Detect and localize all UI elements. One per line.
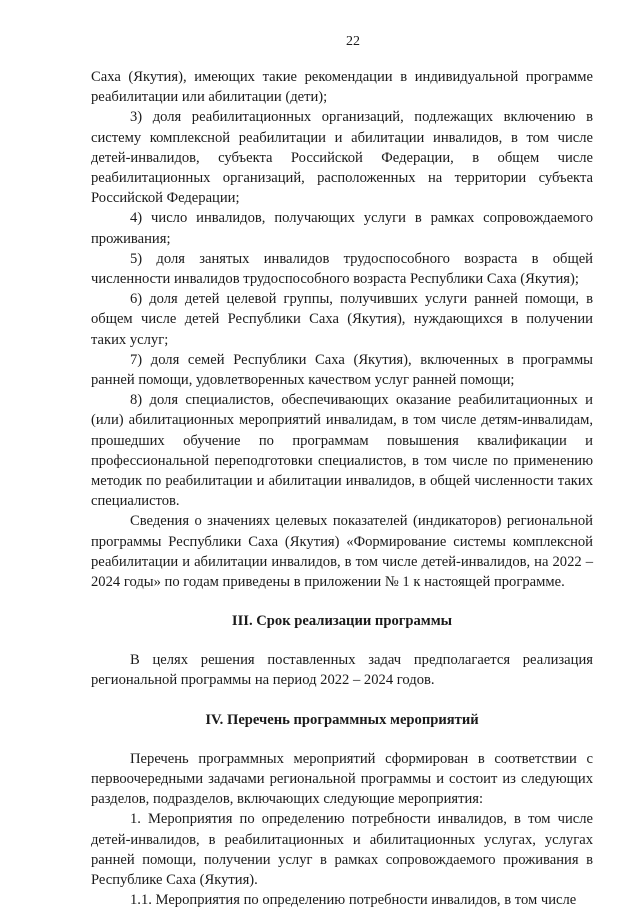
indicator-item-5: 5) доля занятых инвалидов трудоспособного возраста в общей численности инвалидов трудоспособного возраста Республики Саха (Якутия); xyxy=(91,250,593,288)
page-number: 22 xyxy=(346,34,360,49)
term-paragraph: В целях решения поставленных задач предполагается реализация региональной программы на период 2022 – 2024 годов. xyxy=(91,652,593,689)
indicator-item-8: 8) доля специалистов, обеспечивающих оказание реабилитационных и (или) абилитационных мероприятий инвалидам, в том числе детям-инвалидам, прошедших обучение по программам повышения квалификации и профессиональной переподготовки специалистов, в том числе по применению методик по реабилитации и абилитации инвалидов, в общей численности таких специалистов. xyxy=(91,392,593,510)
indicator-item-4: 4) число инвалидов, получающих услуги в рамках сопровождаемого проживания; xyxy=(91,210,593,247)
indicator-item-6: 6) доля детей целевой группы, получивших услуги ранней помощи, в общем числе детей Республики Саха (Якутия), нуждающихся в получении таких услуг; xyxy=(91,291,593,348)
activities-intro-paragraph: Перечень программных мероприятий сформирован в соответствии с первоочередными задачами региональной программы и состоит из следующих разделов, подразделов, включающих следующие мероприятия: xyxy=(91,750,593,808)
activity-item-1-1: 1.1. Мероприятия по определению потребности инвалидов, в том числе xyxy=(130,892,577,909)
indicator-item-3: 3) доля реабилитационных организаций, подлежащих включению в систему комплексной реабилитации и абилитации инвалидов, в том числе детей-инвалидов, субъекта Российской Федерации, в общем числе реабилитационных организаций, расположенных на территории субъекта Российской Федерации; xyxy=(91,109,593,207)
paragraph-continuation: Саха (Якутия), имеющих такие рекомендации в индивидуальной программе реабилитации или абилитации (дети); xyxy=(91,69,593,106)
activity-item-1: 1. Мероприятия по определению потребности инвалидов, в том числе детей-инвалидов, в реабилитационных и абилитационных услугах, услугах ранней помощи, получении услуг в рамках сопровождаемого проживания в Республике Саха (Якутия). xyxy=(91,811,593,888)
section-heading-term: III. Срок реализации программы xyxy=(231,613,453,630)
section-heading-activities: IV. Перечень программных мероприятий xyxy=(205,711,479,728)
indicator-item-7: 7) доля семей Республики Саха (Якутия), включенных в программы ранней помощи, удовлетворенных качеством услуг ранней помощи; xyxy=(91,351,593,389)
indicator-reference-paragraph: Сведения о значениях целевых показателей (индикаторов) региональной программы Республики Саха (Якутия) «Формирование системы комплексной реабилитации и абилитации инвалидов, в том числе детей-инвалидов, на 2022 – 2024 годы» по годам приведены в приложении № 1 к настоящей программе. xyxy=(91,513,593,591)
